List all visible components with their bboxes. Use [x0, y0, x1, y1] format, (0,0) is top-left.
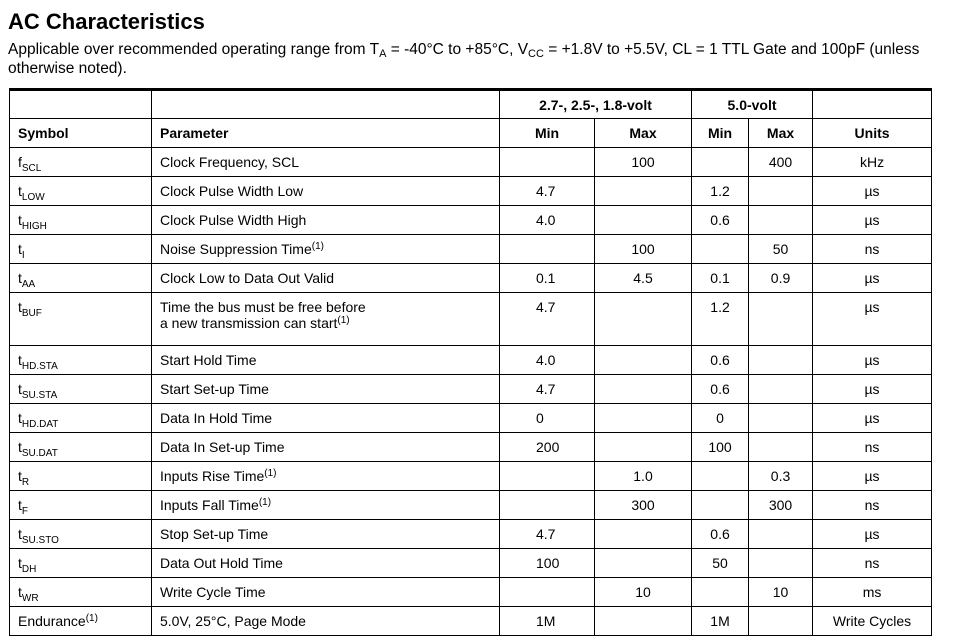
value-max-low-voltage: 4.5 — [595, 264, 692, 293]
parameter-cell — [152, 462, 500, 491]
parameter-cell — [152, 433, 500, 462]
units-cell: µs — [813, 346, 932, 375]
value-max-5v — [749, 520, 813, 549]
parameter-text: Write Cycle Time — [160, 584, 266, 600]
col-header-max: Max — [749, 119, 813, 148]
table-row — [10, 578, 932, 607]
parameter-cell — [152, 293, 500, 346]
table-body — [10, 148, 932, 636]
parameter-text: Inputs Rise Time — [160, 468, 265, 484]
table-row — [10, 607, 932, 636]
symbol-base: t — [18, 270, 22, 286]
value-max-5v: 0.9 — [749, 264, 813, 293]
units-cell: ns — [813, 235, 932, 264]
value-max-5v — [749, 206, 813, 235]
column-header-row — [10, 119, 932, 148]
symbol-cell — [10, 346, 152, 375]
parameter-cell — [152, 177, 500, 206]
symbol-cell — [10, 293, 152, 346]
ac-characteristics-table — [9, 88, 932, 636]
symbol-cell — [10, 235, 152, 264]
value-min-low-voltage: 0 — [500, 404, 595, 433]
symbol-subscript: BUF — [21, 308, 42, 319]
symbol-cell — [10, 433, 152, 462]
vcc-subscript: CC — [528, 48, 544, 60]
value-max-5v — [749, 293, 813, 346]
parameter-text: Data In Hold Time — [160, 410, 273, 426]
value-max-low-voltage — [595, 607, 692, 636]
table-row — [10, 264, 932, 293]
value-min-low-voltage — [500, 462, 595, 491]
value-min-5v — [692, 462, 749, 491]
symbol-base: t — [18, 439, 22, 455]
table-row — [10, 346, 932, 375]
value-min-low-voltage — [500, 148, 595, 177]
value-max-low-voltage — [595, 375, 692, 404]
symbol-subscript: SCL — [21, 163, 42, 174]
voltage-group-low: 2.7-, 2.5-, 1.8-volt — [500, 90, 692, 119]
value-max-low-voltage: 100 — [595, 148, 692, 177]
blank-header-cell — [813, 90, 932, 119]
value-min-low-voltage — [500, 578, 595, 607]
symbol-subscript: HD.STA — [21, 361, 58, 372]
symbol-base: f — [18, 154, 22, 170]
units-cell: µs — [813, 520, 932, 549]
value-max-5v — [749, 433, 813, 462]
value-max-5v: 300 — [749, 491, 813, 520]
value-max-low-voltage: 1.0 — [595, 462, 692, 491]
symbol-subscript: AA — [21, 279, 36, 290]
parameter-cell — [152, 520, 500, 549]
blank-header-cell — [152, 90, 500, 119]
table-row — [10, 235, 932, 264]
parameter-text: Stop Set-up Time — [160, 526, 269, 542]
table-row — [10, 491, 932, 520]
symbol-base: t — [18, 497, 22, 513]
symbol-base: t — [18, 410, 22, 426]
value-min-low-voltage — [500, 235, 595, 264]
value-min-5v: 50 — [692, 549, 749, 578]
value-max-low-voltage — [595, 206, 692, 235]
units-cell: ms — [813, 578, 932, 607]
value-min-5v — [692, 148, 749, 177]
value-min-low-voltage: 200 — [500, 433, 595, 462]
col-header-symbol: Symbol — [10, 119, 152, 148]
value-max-5v — [749, 346, 813, 375]
table-row — [10, 148, 932, 177]
symbol-cell — [10, 148, 152, 177]
parameter-cell — [152, 148, 500, 177]
symbol-subscript: HIGH — [21, 221, 47, 232]
parameter-text: Start Hold Time — [160, 352, 257, 368]
value-max-5v — [749, 404, 813, 433]
value-max-low-voltage — [595, 404, 692, 433]
symbol-cell — [10, 549, 152, 578]
table-row — [10, 462, 932, 491]
parameter-text: Inputs Fall Time — [160, 497, 259, 513]
symbol-base: t — [18, 584, 22, 600]
symbol-cell — [10, 177, 152, 206]
parameter-cell — [152, 346, 500, 375]
value-max-5v: 400 — [749, 148, 813, 177]
symbol-cell — [10, 206, 152, 235]
applicability-text-start: Applicable over recommended operating range from T — [8, 41, 380, 58]
value-max-5v: 0.3 — [749, 462, 813, 491]
value-min-low-voltage: 4.7 — [500, 293, 595, 346]
units-cell: µs — [813, 177, 932, 206]
symbol-subscript: SU.STA — [21, 390, 58, 401]
parameter-cell — [152, 264, 500, 293]
parameter-cell — [152, 235, 500, 264]
value-max-low-voltage — [595, 433, 692, 462]
units-cell: µs — [813, 264, 932, 293]
value-min-5v — [692, 491, 749, 520]
value-max-5v: 10 — [749, 578, 813, 607]
col-header-max: Max — [595, 119, 692, 148]
blank-header-cell — [10, 90, 152, 119]
parameter-text: Time the bus must be free before — [160, 299, 366, 315]
value-min-low-voltage: 4.7 — [500, 177, 595, 206]
parameter-cell — [152, 206, 500, 235]
parameter-text: Clock Low to Data Out Valid — [160, 270, 335, 286]
applicability-note — [8, 40, 948, 78]
units-cell: ns — [813, 433, 932, 462]
units-cell: µs — [813, 462, 932, 491]
value-min-5v: 1.2 — [692, 293, 749, 346]
value-max-5v — [749, 375, 813, 404]
units-cell: Write Cycles — [813, 607, 932, 636]
value-min-5v — [692, 578, 749, 607]
symbol-base: t — [18, 381, 22, 397]
parameter-text: Data In Set-up Time — [160, 439, 285, 455]
table-row — [10, 177, 932, 206]
value-min-low-voltage: 4.0 — [500, 206, 595, 235]
symbol-base: Endurance — [18, 613, 86, 629]
value-min-low-voltage: 4.7 — [500, 375, 595, 404]
value-max-low-voltage: 100 — [595, 235, 692, 264]
symbol-subscript: HD.DAT — [21, 419, 59, 430]
table-row — [10, 520, 932, 549]
voltage-group-high: 5.0-volt — [692, 90, 813, 119]
value-max-5v: 50 — [749, 235, 813, 264]
parameter-cell — [152, 375, 500, 404]
value-max-low-voltage — [595, 346, 692, 375]
parameter-cell — [152, 404, 500, 433]
footnote-marker: (1) — [85, 613, 98, 624]
table-row — [10, 375, 932, 404]
units-cell: µs — [813, 375, 932, 404]
symbol-base: t — [18, 352, 22, 368]
table-row — [10, 404, 932, 433]
symbol-cell — [10, 491, 152, 520]
symbol-subscript: LOW — [21, 192, 45, 203]
symbol-base: t — [18, 299, 22, 315]
table-row — [10, 293, 932, 346]
symbol-base: t — [18, 468, 22, 484]
footnote-marker: (1) — [264, 468, 277, 479]
symbol-subscript: DH — [21, 564, 37, 575]
symbol-subscript: SU.DAT — [21, 448, 58, 459]
value-min-5v: 0.6 — [692, 375, 749, 404]
footnote-marker: (1) — [258, 497, 272, 508]
col-header-min: Min — [692, 119, 749, 148]
value-min-5v: 0.6 — [692, 520, 749, 549]
group-header-row — [10, 90, 932, 119]
value-max-low-voltage — [595, 520, 692, 549]
value-max-low-voltage: 300 — [595, 491, 692, 520]
value-min-low-voltage: 4.7 — [500, 520, 595, 549]
symbol-base: t — [18, 241, 22, 257]
parameter-text: Clock Pulse Width High — [160, 212, 307, 228]
col-header-parameter: Parameter — [152, 119, 500, 148]
parameter-text: Data Out Hold Time — [160, 555, 283, 571]
value-min-5v: 100 — [692, 433, 749, 462]
parameter-cell — [152, 578, 500, 607]
page-title: AC Characteristics — [8, 9, 205, 34]
parameter-text: Start Set-up Time — [160, 381, 269, 397]
parameter-cell — [152, 491, 500, 520]
symbol-base: t — [18, 183, 22, 199]
symbol-cell — [10, 462, 152, 491]
col-header-units: Units — [813, 119, 932, 148]
symbol-base: t — [18, 212, 22, 228]
value-max-low-voltage — [595, 549, 692, 578]
symbol-subscript: I — [21, 250, 25, 261]
value-min-low-voltage: 100 — [500, 549, 595, 578]
value-max-low-voltage — [595, 293, 692, 346]
parameter-text-line2: a new transmission can start — [160, 315, 338, 331]
footnote-marker: (1) — [311, 241, 324, 252]
parameter-text: 5.0V, 25°C, Page Mode — [160, 613, 306, 629]
value-min-5v: 0.1 — [692, 264, 749, 293]
value-min-5v: 0 — [692, 404, 749, 433]
symbol-subscript: R — [21, 477, 30, 488]
symbol-cell — [10, 607, 152, 636]
value-min-low-voltage — [500, 491, 595, 520]
value-min-5v: 0.6 — [692, 206, 749, 235]
footnote-marker: (1) — [337, 315, 350, 326]
symbol-subscript: WR — [21, 593, 39, 604]
symbol-cell — [10, 520, 152, 549]
value-max-low-voltage: 10 — [595, 578, 692, 607]
value-max-low-voltage — [595, 177, 692, 206]
value-min-low-voltage: 4.0 — [500, 346, 595, 375]
value-min-low-voltage: 0.1 — [500, 264, 595, 293]
table-row — [10, 549, 932, 578]
table-row — [10, 206, 932, 235]
value-max-5v — [749, 177, 813, 206]
value-min-5v: 1M — [692, 607, 749, 636]
value-min-low-voltage: 1M — [500, 607, 595, 636]
symbol-base: t — [18, 526, 22, 542]
applicability-text-mid: = -40°C to +85°C, V — [386, 41, 529, 58]
parameter-text: Noise Suppression Time — [160, 241, 312, 257]
parameter-text: Clock Frequency, SCL — [160, 154, 300, 170]
parameter-text: Clock Pulse Width Low — [160, 183, 304, 199]
table-row — [10, 433, 932, 462]
symbol-cell — [10, 375, 152, 404]
units-cell: kHz — [813, 148, 932, 177]
value-max-5v — [749, 607, 813, 636]
symbol-cell — [10, 264, 152, 293]
value-max-5v — [749, 549, 813, 578]
ta-subscript: A — [379, 48, 387, 60]
value-min-5v — [692, 235, 749, 264]
units-cell: ns — [813, 491, 932, 520]
symbol-base: t — [18, 555, 22, 571]
symbol-subscript: SU.STO — [21, 535, 59, 546]
units-cell: µs — [813, 293, 932, 346]
col-header-min: Min — [500, 119, 595, 148]
parameter-cell — [152, 607, 500, 636]
units-cell: µs — [813, 404, 932, 433]
symbol-cell — [10, 578, 152, 607]
units-cell: µs — [813, 206, 932, 235]
symbol-subscript: F — [21, 506, 28, 517]
value-min-5v: 1.2 — [692, 177, 749, 206]
value-min-5v: 0.6 — [692, 346, 749, 375]
symbol-cell — [10, 404, 152, 433]
units-cell: ns — [813, 549, 932, 578]
parameter-cell — [152, 549, 500, 578]
applicability-text-end: = +1.8V to +5.5V, CL = 1 TTL Gate and 100pF (unless otherwise noted). — [8, 41, 920, 77]
